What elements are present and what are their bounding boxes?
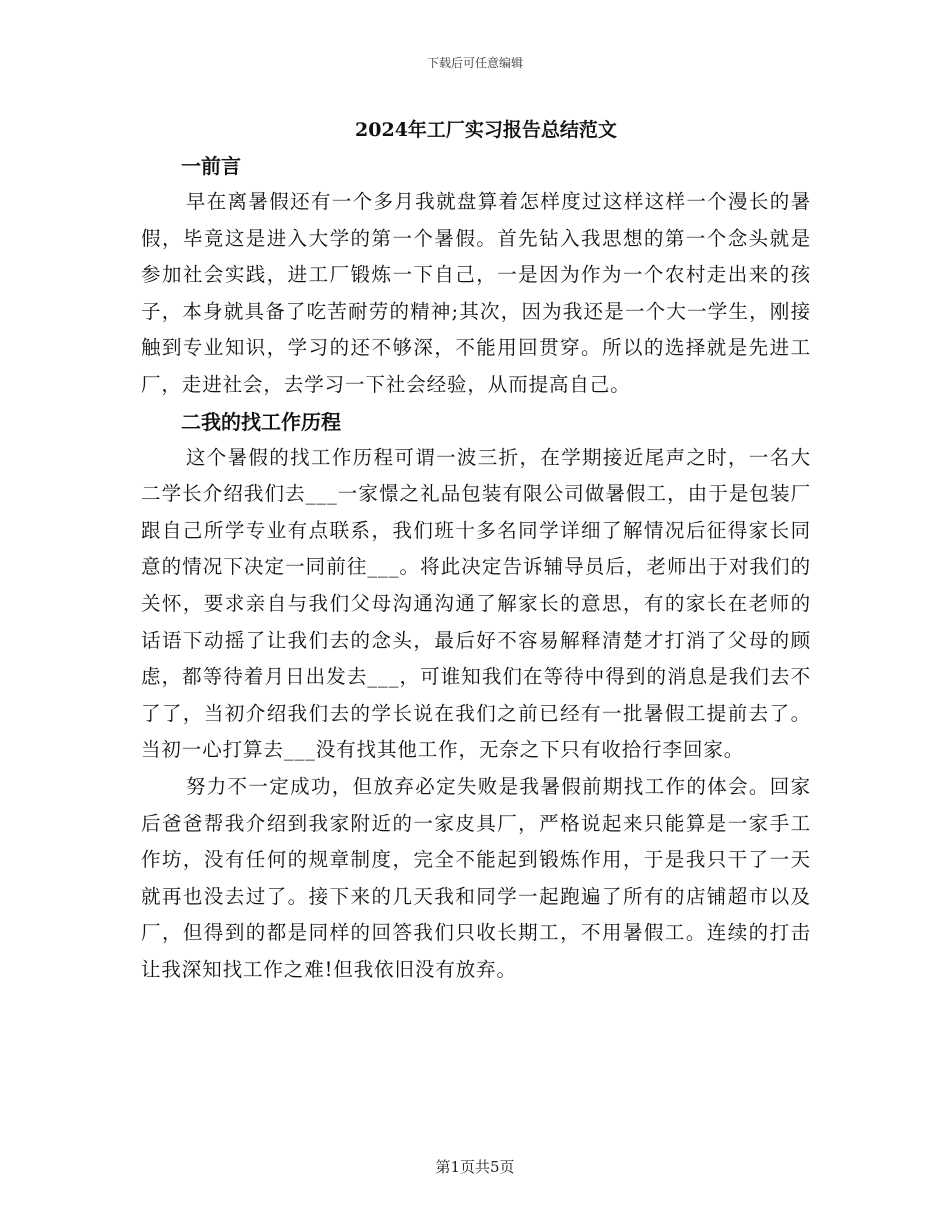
paragraph: 这个暑假的找工作历程可谓一波三折，在学期接近尾声之时，一名大二学长介绍我们去___一家憬之礼品包装有限公司做暑假工，由于是包装厂跟自己所学专业有点联系，我们班十多名同学详细了解情况后征得家长同意的情况下决定一同前往___。将此决定告诉辅导员后，老师出于对我们的关怀，要求亲自与我们父母沟通沟通了解家长的意思，有的家长在老师的话语下动摇了让我们去的念头，最后好不容易解释清楚才打消了父母的顾虑，都等待着月日出发去___，可谁知我们在等待中得到的消息是我们去不了了，当初介绍我们去的学长说在我们之前已经有一批暑假工提前去了。当初一心打算去___没有找其他工作，无奈之下只有收拾行李回家。 bbox=[141, 445, 811, 762]
section-heading-preface: 一前言 bbox=[181, 154, 241, 178]
document-title: 2024年工厂实习报告总结范文 bbox=[355, 119, 617, 141]
header-note: 下载后可任意编辑 bbox=[426, 56, 523, 70]
page-number: 第1页共5页 bbox=[435, 1158, 515, 1176]
paragraph: 早在离暑假还有一个多月我就盘算着怎样度过这样这样一个漫长的暑假，毕竟这是进入大学的第一个暑假。首先钻入我思想的第一个念头就是参加社会实践，进工厂锻炼一下自己，一是因为作为一个农村走出来的孩子，本身就具备了吃苦耐劳的精神;其次，因为我还是一个大一学生，刚接触到专业知识，学习的还不够深，不能用回贯穿。所以的选择就是先进工厂，走进社会，去学习一下社会经验，从而提高自己。 bbox=[141, 190, 811, 396]
document-body bbox=[141, 112, 811, 988]
paragraph: 努力不一定成功，但放弃必定失败是我暑假前期找工作的体会。回家后爸爸帮我介绍到我家附近的一家皮具厂，严格说起来只能算是一家手工作坊，没有任何的规章制度，完全不能起到锻炼作用，于是我只干了一天就再也没去过了。接下来的几天我和同学一起跑遍了所有的店铺超市以及厂，但得到的都是同样的回答我们只收长期工，不用暑假工。连续的打击让我深知找工作之难!但我依旧没有放弃。 bbox=[141, 774, 811, 981]
section-heading-job-search: 二我的找工作历程 bbox=[181, 409, 341, 434]
